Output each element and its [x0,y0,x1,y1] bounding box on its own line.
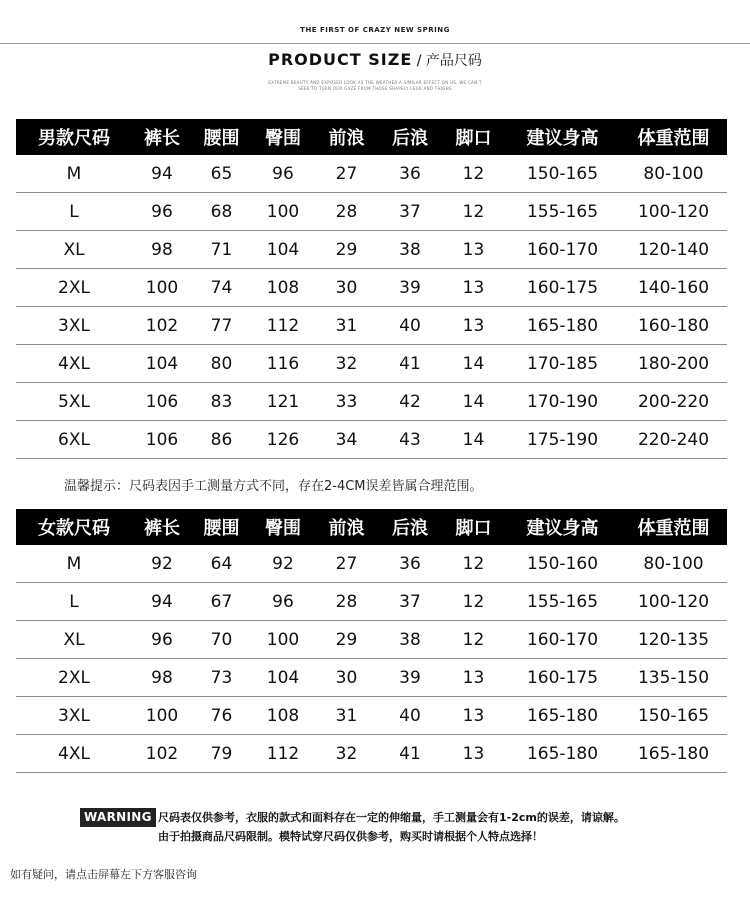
table-cell: 108 [251,269,315,307]
table-cell: 98 [132,659,192,697]
table-cell: 94 [132,155,192,193]
page-title [0,50,750,70]
table-row [16,269,727,307]
table-cell: 13 [442,735,505,773]
table-cell: 160-180 [620,307,727,345]
table-cell: 28 [315,193,378,231]
table-cell: 80-100 [620,155,727,193]
table-cell: 112 [251,307,315,345]
table-cell: 104 [251,231,315,269]
table-cell: 96 [251,155,315,193]
table-cell: 170-190 [505,383,620,421]
column-header: 裤长 [132,509,192,545]
table-cell: 150-165 [620,697,727,735]
table-cell: 126 [251,421,315,459]
table-row [16,421,727,459]
column-header: 建议身高 [505,509,620,545]
table-cell: 165-180 [505,735,620,773]
table-row [16,735,727,773]
table-cell: 104 [251,659,315,697]
women-size-table [16,509,727,773]
table-cell: XL [16,621,132,659]
table-cell: 41 [378,735,442,773]
table-cell: 100-120 [620,193,727,231]
table-cell: 40 [378,697,442,735]
top-divider [0,43,750,44]
size-note: 温馨提示：尺码表因手工测量方式不同，存在2-4CM误差皆属合理范围。 [64,479,483,494]
table-cell: 160-170 [505,231,620,269]
table-cell: 71 [192,231,251,269]
table-cell: 92 [251,545,315,583]
table-cell: 12 [442,621,505,659]
table-cell: L [16,583,132,621]
table-cell: 73 [192,659,251,697]
table-cell: 165-180 [505,697,620,735]
table-cell: 34 [315,421,378,459]
table-cell: 180-200 [620,345,727,383]
table-cell: 83 [192,383,251,421]
title-cn: / 产品尺码 [412,53,482,69]
table-cell: 102 [132,735,192,773]
table-cell: 3XL [16,697,132,735]
column-header: 男款尺码 [16,119,132,155]
table-cell: XL [16,231,132,269]
table-cell: 160-175 [505,659,620,697]
table-cell: M [16,155,132,193]
table-cell: 70 [192,621,251,659]
table-cell: 74 [192,269,251,307]
table-cell: 86 [192,421,251,459]
table-cell: 33 [315,383,378,421]
table-cell: 29 [315,621,378,659]
table-cell: 100 [132,697,192,735]
table-cell: 100 [251,621,315,659]
table-cell: 170-185 [505,345,620,383]
table-row [16,345,727,383]
table-cell: 76 [192,697,251,735]
column-header: 体重范围 [620,119,727,155]
table-cell: 67 [192,583,251,621]
table-cell: 165-180 [620,735,727,773]
table-cell: 120-135 [620,621,727,659]
column-header: 后浪 [378,119,442,155]
table-cell: 116 [251,345,315,383]
table-cell: 100 [251,193,315,231]
table-cell: 220-240 [620,421,727,459]
women-table-header-row [16,509,727,545]
table-cell: 29 [315,231,378,269]
column-header: 前浪 [315,119,378,155]
table-cell: 14 [442,383,505,421]
table-cell: 96 [251,583,315,621]
table-cell: M [16,545,132,583]
table-cell: 106 [132,421,192,459]
table-cell: 32 [315,735,378,773]
footer-text: 如有疑问，请点击屏幕左下方客服咨询 [10,868,197,881]
table-cell: 64 [192,545,251,583]
table-cell: 65 [192,155,251,193]
table-cell: 42 [378,383,442,421]
column-header: 脚口 [442,509,505,545]
table-cell: 27 [315,545,378,583]
table-cell: 13 [442,697,505,735]
table-cell: 165-180 [505,307,620,345]
men-size-table [16,119,727,459]
table-row [16,193,727,231]
table-cell: 37 [378,193,442,231]
table-cell: 160-175 [505,269,620,307]
table-row [16,545,727,583]
table-cell: 96 [132,193,192,231]
table-row [16,659,727,697]
table-cell: 4XL [16,345,132,383]
table-cell: 31 [315,697,378,735]
column-header: 后浪 [378,509,442,545]
table-row [16,307,727,345]
table-cell: 32 [315,345,378,383]
table-cell: 30 [315,659,378,697]
column-header: 臀围 [251,509,315,545]
table-row [16,155,727,193]
table-cell: 121 [251,383,315,421]
table-cell: 98 [132,231,192,269]
table-cell: 36 [378,545,442,583]
table-cell: 3XL [16,307,132,345]
table-cell: 94 [132,583,192,621]
warning-badge: WARNING [80,808,156,827]
table-cell: 100-120 [620,583,727,621]
table-cell: 13 [442,307,505,345]
column-header: 建议身高 [505,119,620,155]
table-cell: 2XL [16,659,132,697]
table-cell: 39 [378,269,442,307]
men-table-header-row [16,119,727,155]
table-cell: 12 [442,155,505,193]
column-header: 体重范围 [620,509,727,545]
table-cell: 160-170 [505,621,620,659]
table-row [16,621,727,659]
title-en: PRODUCT SIZE [268,50,413,69]
column-header: 腰围 [192,119,251,155]
table-row [16,697,727,735]
table-cell: 13 [442,659,505,697]
table-cell: 80-100 [620,545,727,583]
table-cell: 31 [315,307,378,345]
column-header: 脚口 [442,119,505,155]
column-header: 臀围 [251,119,315,155]
table-cell: 155-165 [505,583,620,621]
warning-line-2: 由于拍摄商品尺码限制。模特试穿尺码仅供参考，购买时请根据个人特点选择！ [158,830,543,843]
table-cell: 80 [192,345,251,383]
table-cell: 102 [132,307,192,345]
table-row [16,231,727,269]
fine-print-1: EXTREME BEAUTY AND EXPOSED LOOK AS THE WEATHER A SIMILAR EFFECT ON US. WE CAN T [268,80,482,85]
table-cell: 5XL [16,383,132,421]
table-cell: 2XL [16,269,132,307]
table-cell: 12 [442,583,505,621]
column-header: 前浪 [315,509,378,545]
table-row [16,383,727,421]
table-cell: 104 [132,345,192,383]
table-cell: 79 [192,735,251,773]
table-cell: 41 [378,345,442,383]
table-cell: 100 [132,269,192,307]
table-cell: 30 [315,269,378,307]
table-cell: 12 [442,545,505,583]
table-cell: 68 [192,193,251,231]
column-header: 腰围 [192,509,251,545]
table-cell: 43 [378,421,442,459]
table-cell: 37 [378,583,442,621]
table-cell: 200-220 [620,383,727,421]
table-cell: 14 [442,421,505,459]
table-cell: 112 [251,735,315,773]
column-header: 裤长 [132,119,192,155]
table-cell: 28 [315,583,378,621]
table-cell: 135-150 [620,659,727,697]
table-cell: 96 [132,621,192,659]
table-cell: 92 [132,545,192,583]
table-cell: 106 [132,383,192,421]
table-row [16,583,727,621]
table-cell: 150-160 [505,545,620,583]
column-header: 女款尺码 [16,509,132,545]
table-cell: L [16,193,132,231]
table-cell: 27 [315,155,378,193]
table-cell: 150-165 [505,155,620,193]
table-cell: 155-165 [505,193,620,231]
fine-print-2: SEEK TO TURN OUR GAZE FROM THOSE SHAPELY LEGS AND THIGHS [298,86,452,91]
table-cell: 38 [378,231,442,269]
table-cell: 108 [251,697,315,735]
table-cell: 4XL [16,735,132,773]
table-cell: 175-190 [505,421,620,459]
table-cell: 39 [378,659,442,697]
table-cell: 13 [442,269,505,307]
table-cell: 140-160 [620,269,727,307]
table-cell: 36 [378,155,442,193]
table-cell: 77 [192,307,251,345]
table-cell: 6XL [16,421,132,459]
table-cell: 14 [442,345,505,383]
warning-line-1: 尺码表仅供参考，衣服的款式和面料存在一定的伸缩量，手工测量会有1-2cm的误差，请谅解。 [158,811,625,824]
eyebrow-text: THE FIRST OF CRAZY NEW SPRING [300,26,450,34]
table-cell: 13 [442,231,505,269]
table-cell: 12 [442,193,505,231]
table-cell: 38 [378,621,442,659]
table-cell: 120-140 [620,231,727,269]
table-cell: 40 [378,307,442,345]
